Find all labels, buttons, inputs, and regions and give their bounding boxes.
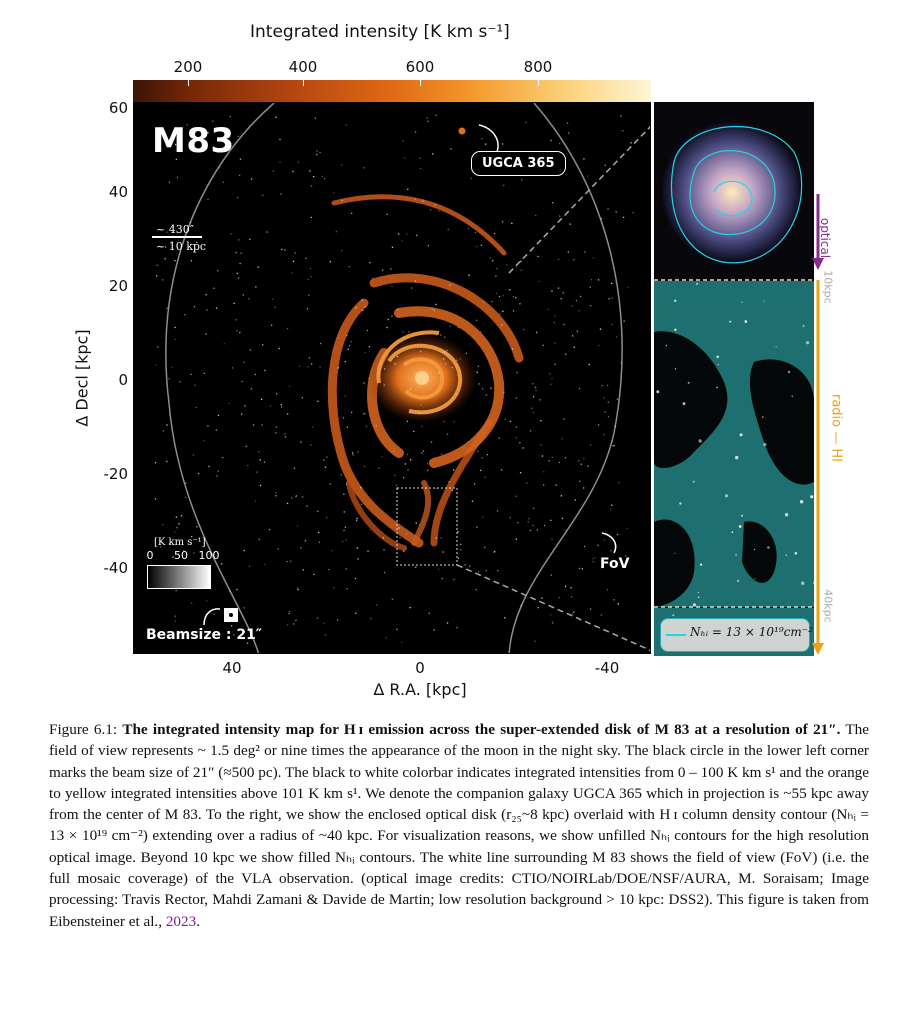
- colorbar-tick: [420, 80, 421, 86]
- y-tick-label: 0: [118, 371, 128, 389]
- x-tick-label: 40: [222, 659, 242, 677]
- colorbar-tick: [303, 80, 304, 86]
- caption-bold: The integrated intensity map for H ɪ emission across the super-extended disk of M 83 at a resolution of 21″.: [122, 721, 841, 738]
- y-tick-label: 20: [108, 277, 128, 295]
- y-tick-label: -20: [103, 465, 128, 483]
- nhi-legend-label: Nₕᵢ = 13 × 10¹⁹cm⁻²: [690, 625, 813, 639]
- companion-label: UGCA 365: [471, 151, 566, 176]
- x-tick-label: -40: [594, 659, 620, 677]
- scale-physical: ~ 10 kpc: [156, 240, 207, 253]
- gray-colorbar-tick: 0: [146, 549, 154, 562]
- gray-colorbar-unit: [K km s⁻¹]: [154, 537, 206, 548]
- nhi-legend-line: [666, 634, 686, 636]
- galaxy-name: M83: [152, 121, 235, 161]
- companion-blob: [459, 128, 466, 135]
- map-graphic: [134, 103, 651, 654]
- inset-graphic: [654, 102, 814, 656]
- colorbar-tick-label: 200: [173, 58, 203, 76]
- intensity-colorbar: [133, 80, 651, 102]
- figure-caption: [49, 719, 869, 932]
- galaxy-nucleus: [415, 371, 429, 385]
- colorbar-tick-label: 400: [288, 58, 318, 76]
- zoom-line: [457, 565, 651, 651]
- caption-suffix: .: [196, 912, 200, 930]
- colorbar-tick-label: 800: [523, 58, 553, 76]
- gray-colorbar-tick: 100: [198, 549, 220, 562]
- kpc10-label: 10kpc: [821, 270, 835, 304]
- colorbar-tick: [188, 80, 189, 86]
- caption-prefix: Figure 6.1:: [49, 721, 123, 738]
- x-tick-label: 0: [415, 659, 425, 677]
- colorbar-tick-label: 600: [405, 58, 435, 76]
- colorbar-title: Integrated intensity [K km s⁻¹]: [250, 22, 510, 42]
- caption-body: The field of view represents ~ 1.5 deg² or nine times the appearance of the moon in the night sky. The black circle in the lower left corner marks the beam size of 21″ (≈500 pc). The black to white colorbar indicates integrated intensities from 0 – 100 K km s¹ and the orange to yellow integrated intensities above 101 K km s¹. We denote the companion galaxy UGCA 365 which in projection is ~55 kpc away from the center of M 83. To the right, we show the enclosed optical disk (r₂₅~8 kpc) overlaid with H ɪ column density contour (Nₕᵢ = 13 × 10¹⁹ cm⁻²) extending over a radius of ~40 kpc. For visualization reasons, we show unfilled Nₕᵢ contours for the high resolution optical image. Beyond 10 kpc we show filled Nₕᵢ contours. The white line surrounding M 83 shows the field of view (FoV) (i.e. the full mosaic coverage) of the VLA observation. (optical image credits: CTIO/NOIRLab/DOE/NSF/AURA, M. Soraisam; Image processing: Travis Rector, Mahdi Zamani & Davide de Martin; low resolution background > 10 kpc: DSS2). This figure is taken from Eibensteiner et al.,: [49, 721, 870, 930]
- scale-bar: [152, 236, 202, 238]
- y-tick-label: -40: [103, 559, 128, 577]
- gray-colorbar: [147, 565, 211, 589]
- beam-arrow: [204, 609, 220, 625]
- beamsize-label: Beamsize : 21″: [146, 627, 263, 643]
- beam-dot: [229, 613, 233, 617]
- caption-citation-link[interactable]: 2023: [165, 912, 197, 930]
- colorbar-tick: [538, 80, 539, 86]
- optical-radio-inset: [654, 102, 814, 656]
- gray-colorbar-tick: 50: [174, 549, 188, 562]
- x-axis-label: Δ R.A. [kpc]: [373, 680, 467, 699]
- inset-arrows: [808, 100, 828, 660]
- scale-angular: ~ 430″: [156, 223, 194, 236]
- fov-arrow: [602, 533, 616, 553]
- hi-intensity-map: [133, 102, 651, 654]
- y-tick-label: 40: [108, 183, 128, 201]
- kpc40-label: 40kpc: [821, 589, 835, 623]
- zoom-line: [509, 125, 651, 273]
- optical-label: optical: [818, 217, 832, 259]
- y-tick-label: 60: [108, 99, 128, 117]
- radio-label: radio — HI: [828, 393, 844, 463]
- y-axis-label: Δ Decl [kpc]: [72, 329, 92, 427]
- fov-label: FoV: [600, 556, 630, 572]
